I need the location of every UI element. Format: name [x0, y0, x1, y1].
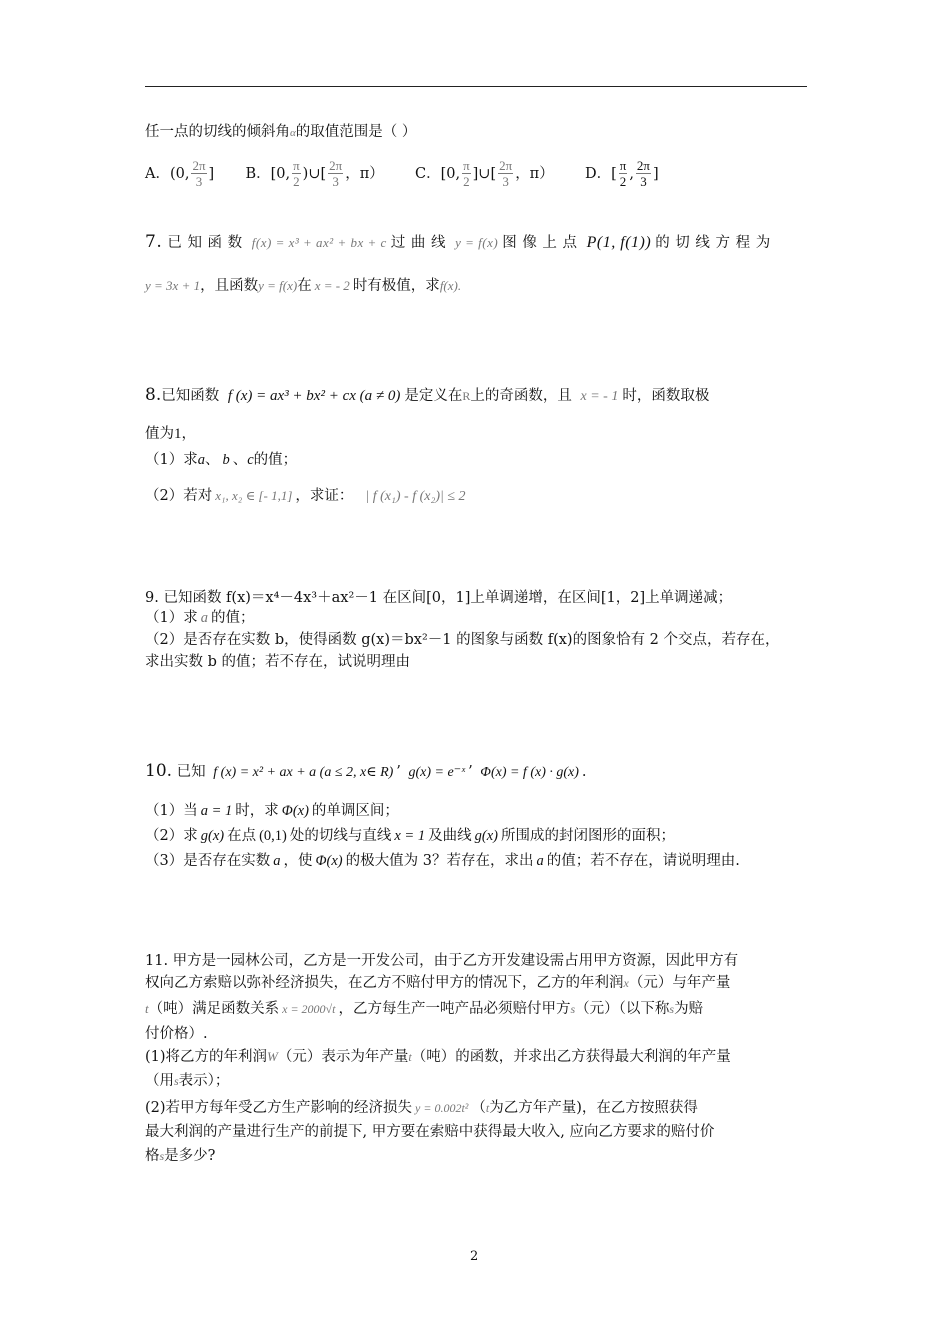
q9-line3: （2）是否存在实数 b，使得函数 g(x)＝bx²－1 的图象与函数 f(x)的图象恰有 2 个交点，若存在，: [145, 632, 780, 648]
q9-line4: 求出实数 b 的值；若不存在，试说明理由: [145, 654, 410, 670]
option-b: B．[0, $\frac{\pi}{2}$ )∪[ $\frac{2\pi}{3}$ ，π）: [245, 158, 384, 189]
q9-line1: 9. 已知函数 f(x)＝x⁴－4x³＋ax²－1 在区间[0，1]上单调递增，在区间[1，2]上单调递减；: [145, 590, 733, 606]
q6-stem: 任一点的切线的倾斜角α的取值范围是（ ）: [145, 124, 417, 140]
q10-part2: （2）求 g(x) 在点 (0,1) 处的切线与直线 x = 1 及曲线 g(x) 所围成的封闭图形的面积；: [145, 828, 675, 844]
q7-line2: y = 3x + 1，且函数y = f(x)在 x = - 2 时有极值，求f(x).: [145, 278, 462, 294]
q11-line6: （用s表示）；: [145, 1073, 230, 1089]
q11-line2: 权向乙方索赔以弥补经济损失，在乙方不赔付甲方的情况下，乙方的年利润x（元）与年产量: [145, 975, 731, 991]
q11-line3: t（吨）满足函数关系 x = 2000√t ，乙方每生产一吨产品必须赔付甲方s（元）（以下称s为赔: [145, 1001, 704, 1017]
q11-line5: (1)将乙方的年利润W（元）表示为年产量t（吨）的函数，并求出乙方获得最大利润的年产量: [145, 1049, 731, 1065]
q9-line2: （1）求 a 的值；: [145, 610, 255, 626]
header-rule: [145, 86, 807, 87]
q8-line1: 8.已知函数 f (x) = ax³ + bx² + cx (a ≠ 0) 是定义在R上的奇函数，且 x = - 1 时，函数取极: [145, 385, 710, 405]
option-d: D．[ $\frac{\pi}{2}$ , $\frac{2\pi}{3}$ ]: [584, 158, 659, 189]
q10-part1: （1）当 a = 1 时，求 Φ(x) 的单调区间；: [145, 803, 399, 819]
q11-line4: 付价格）.: [145, 1026, 208, 1042]
q8-part1: （1）求a、 b 、c的值；: [145, 452, 298, 468]
q11-line8: 最大利润的产量进行生产的前提下, 甲方要在索赔中获得最大收入, 应向乙方要求的赔付价: [145, 1124, 715, 1140]
q11-line7: (2)若甲方每年受乙方生产影响的经济损失 y = 0.002t² （t为乙方年产量)，在乙方按照获得: [145, 1100, 698, 1116]
q11-line9: 格s是多少?: [145, 1148, 216, 1164]
page-number: 2: [470, 1249, 479, 1264]
q10-part3: （3）是否存在实数 a ，使 Φ(x) 的极大值为 3？若存在，求出 a 的值；若不存在，请说明理由.: [145, 853, 740, 869]
q6-options: [145, 158, 659, 189]
q11-line1: 11. 甲方是一园林公司，乙方是一开发公司，由于乙方开发建设需占用甲方资源，因此甲方有: [145, 953, 739, 969]
option-a: A．(0, $\frac{2\pi}{3}$ ]: [145, 158, 215, 189]
option-c: C．[0, $\frac{\pi}{2}$ ]∪[ $\frac{2\pi}{3}$ ，π）: [414, 158, 554, 189]
q7-line1: 7. 已 知 函 数 f(x) = x³ + ax² + bx + c 过 曲 线 y = f(x) 图 像 上 点 P(1, f(1)) 的 切 线 方 程 为: [145, 232, 771, 252]
q8-line2: 值为1，: [145, 426, 196, 442]
q8-part2: （2）若对 x₁, x₂ ∈ [- 1,1] ，求证： | f (x₁) - f (x₂)| ≤ 2: [145, 488, 466, 504]
q10-line1: 10. 已知 f (x) = x² + ax + a (a ≤ 2, x∈ R) ’ g(x) = e⁻ˣ ’ Φ(x) = f (x) · g(x) .: [145, 761, 587, 781]
